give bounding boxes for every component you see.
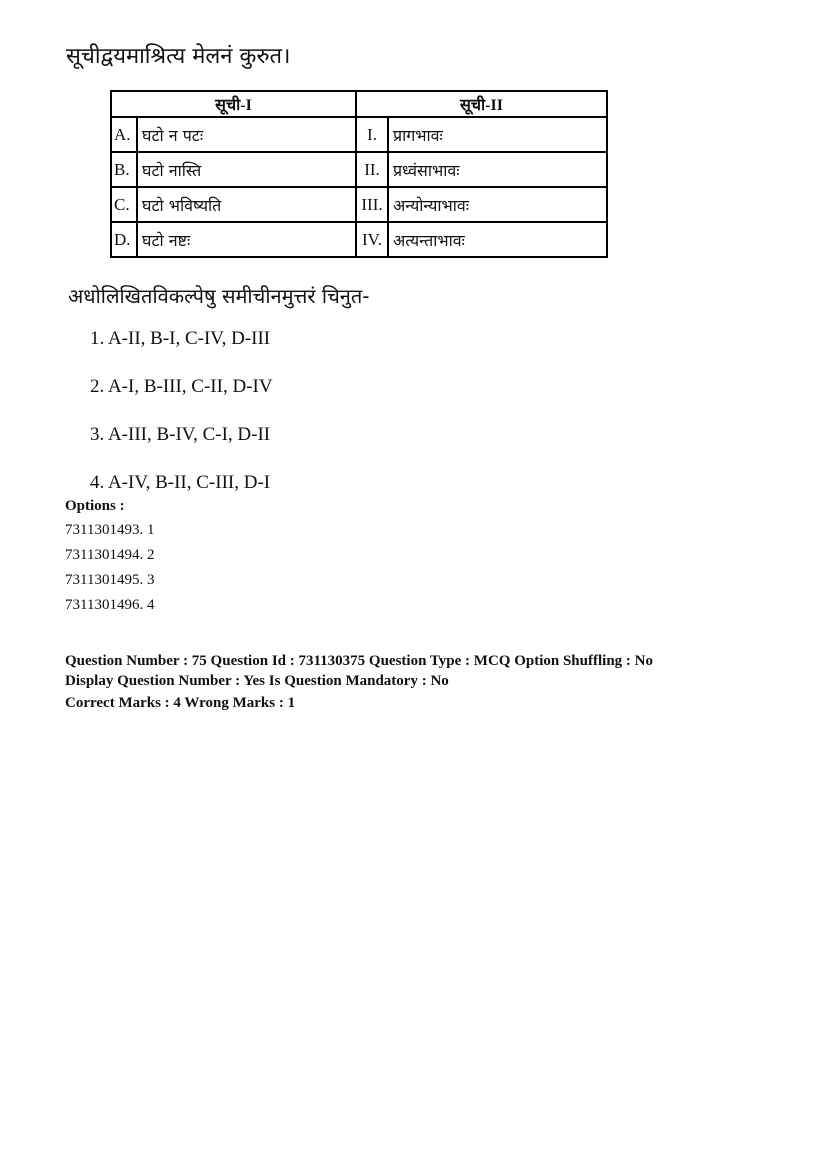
row-numeral: I. xyxy=(356,117,388,152)
table-row xyxy=(111,117,607,152)
row-key: D. xyxy=(111,222,137,257)
question-text: सूचीद्वयमाश्रित्य मेलनं कुरुत। xyxy=(66,44,291,69)
list-1-header: सूची-I xyxy=(111,91,356,117)
option-id-line: 7311301494. 2 xyxy=(65,547,155,563)
row-left-value: घटो भविष्यति xyxy=(137,187,356,222)
table-row xyxy=(111,222,607,257)
choice-item: 4. A-IV, B-II, C-III, D-I xyxy=(90,472,271,493)
row-right-value: प्रध्वंसाभावः xyxy=(388,152,607,187)
row-left-value: घटो न पटः xyxy=(137,117,356,152)
row-right-value: अत्यन्ताभावः xyxy=(388,222,607,257)
row-key: A. xyxy=(111,117,137,152)
row-key: C. xyxy=(111,187,137,222)
option-id-line: 7311301495. 3 xyxy=(65,572,155,588)
choice-list xyxy=(90,328,273,520)
options-label: Options : xyxy=(65,498,125,514)
match-table xyxy=(110,90,608,258)
table-row xyxy=(111,187,607,222)
table-header-row xyxy=(111,91,607,117)
instruction-text: अधोलिखितविकल्पेषु समीचीनमुत्तरं चिनुत- xyxy=(68,284,370,308)
question-info xyxy=(65,651,653,713)
option-id-line: 7311301493. 1 xyxy=(65,522,155,538)
row-numeral: IV. xyxy=(356,222,388,257)
question-info-line: Display Question Number : Yes Is Question Mandatory : No xyxy=(65,673,449,689)
row-right-value: अन्योन्याभावः xyxy=(388,187,607,222)
row-right-value: प्रागभावः xyxy=(388,117,607,152)
row-left-value: घटो नास्ति xyxy=(137,152,356,187)
table-row xyxy=(111,152,607,187)
choice-item: 3. A-III, B-IV, C-I, D-II xyxy=(90,424,271,445)
list-2-header: सूची-II xyxy=(356,91,607,117)
row-key: B. xyxy=(111,152,137,187)
row-numeral: III. xyxy=(356,187,388,222)
choice-item: 2. A-I, B-III, C-II, D-IV xyxy=(90,376,273,397)
row-numeral: II. xyxy=(356,152,388,187)
question-info-line: Question Number : 75 Question Id : 731130375 Question Type : MCQ Option Shuffling : No xyxy=(65,653,653,669)
option-id-line: 7311301496. 4 xyxy=(65,597,155,613)
choice-item: 1. A-II, B-I, C-IV, D-III xyxy=(90,328,271,349)
row-left-value: घटो नष्टः xyxy=(137,222,356,257)
marks-line: Correct Marks : 4 Wrong Marks : 1 xyxy=(65,695,296,711)
